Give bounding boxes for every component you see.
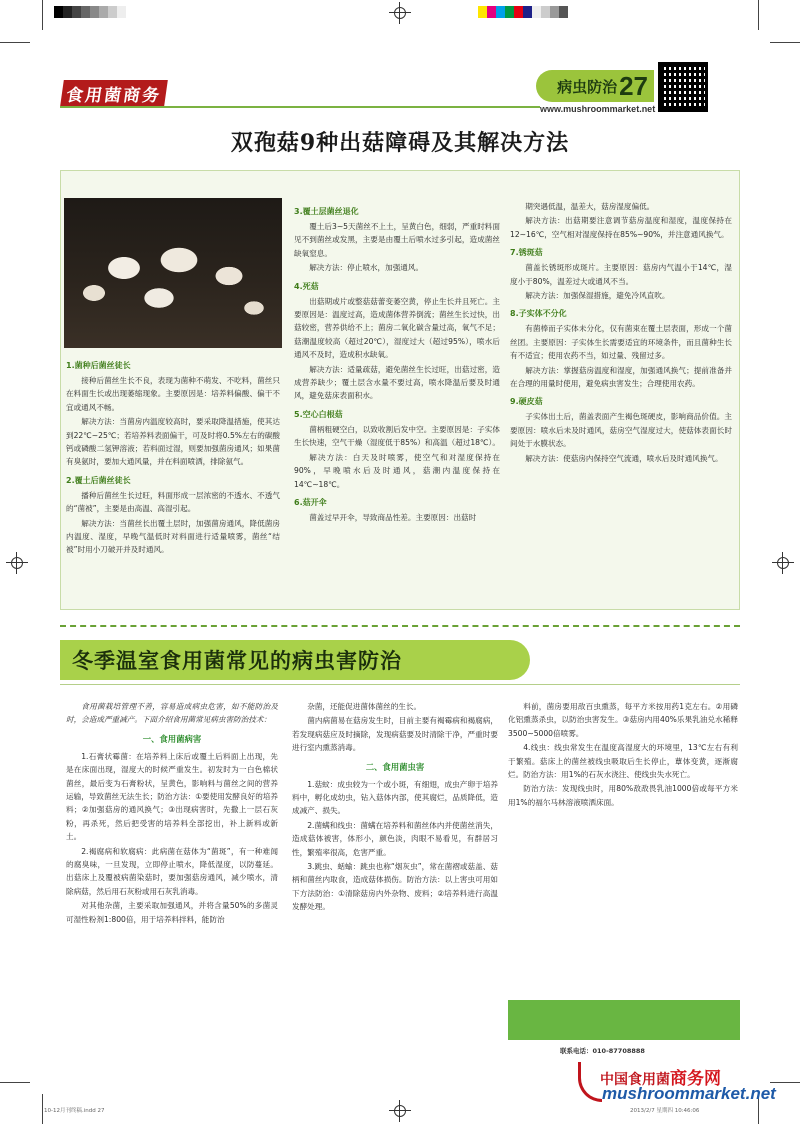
body-paragraph: 解决方法：出菇期要注意调节菇房温度和湿度，温度保持在12~16℃，空气相对湿度保持在85%~90%，并注意通风换气。 xyxy=(510,216,732,239)
registration-crosshair-icon xyxy=(772,552,794,574)
ad-placeholder-box xyxy=(508,1000,740,1040)
trim-mark xyxy=(42,0,43,30)
body-paragraph: 菌内病菌易在菇房发生时，目前主要有褐霉病和褐腐病，若发现病菇应及时摘除，发现病菇要及时清除干净，严重时要进行室内熏蒸消毒。 xyxy=(292,716,498,753)
body-paragraph: 解决方法：加强保湿措施，避免冷风直吹。 xyxy=(525,291,670,301)
body-paragraph: 1.石膏状霉菌：在培养料上床后或覆土后料面上出现，先是在床面出现，湿度大的时候严重发生。初发时为一白色棉状菌丝，最后变为石膏粉状，呈黄色，影响料与菌丝之间的营养运输，导致菌丝无法生长；防治方法：①要使用发酵良好的培养料；②加强菇房的通风换气；③出现病害时，先撒上一层石灰粉，再杀死，然后把受害的培养料全部挖出，补上新料或新土。 xyxy=(66,751,278,842)
body-paragraph: 解决方法：当菌房内温度较高时，要采取降温措施，使其达到22℃~25℃；若培养料表面偏干，可及时将0.5%左右的碳酸钙或磷酸二氢钾溶液；若料面过湿，则要加强菌房通风；如果菌有臭氨时，要加大通风量，并在料面喷洒，排除氨气。 xyxy=(66,417,280,467)
article2-rule xyxy=(60,684,740,685)
article1-column-2 xyxy=(294,200,500,525)
qr-caption xyxy=(710,62,740,112)
body-paragraph: 解决方法：使菇房内保持空气流通，喷水后及时通风换气。 xyxy=(525,453,723,463)
body-paragraph: 1.菇蚊：成虫较为一个或小斑，有细翅，成虫产卵于培养料中，孵化成幼虫，钻入菇体内部，使其腐烂，品质降低，造成减产、损失。 xyxy=(292,779,498,816)
footer-brand-prefix: 中国食用菌 xyxy=(600,1072,670,1088)
body-paragraph: 解决方法：当菌丝长出覆土层时，加强菌房通风，降低菌房内温度、湿度，早晚气温低时对料面进行适量喷雾，菌丝“结被”时用小刀破开并及时通风。 xyxy=(66,518,280,555)
slug-left: 10-12月刊终稿.indd 27 xyxy=(44,1108,105,1114)
body-paragraph: 解决方法：适量疏菇，避免菌丝生长过旺，出菇过密，造成营养缺少；覆土层含水量不要过高，喷水降温后要及时通风，避免菇床表面积水。 xyxy=(294,364,500,401)
section-heading: 4.死菇 xyxy=(294,281,319,291)
body-paragraph: 料前，菌房要用敌百虫熏蒸，每平方米按用药1克左右。②用磷化铝熏蒸杀虫，以防治虫害发生。③菇房内用40%乐果乳油兑水稀释3500~5000倍喷雾。 xyxy=(508,702,738,738)
section-heading: 2.覆土后菌丝徒长 xyxy=(66,475,131,485)
article1-column-3 xyxy=(510,200,732,466)
registration-crosshair-icon xyxy=(389,1100,411,1122)
body-paragraph: 对其他杂菌，主要采取加强通风，并将含量50%的多菌灵可湿性粉剂1:800倍，用于培养料拌料，能防治 xyxy=(66,901,278,924)
contact-phone: 联系电话：010-87708888 xyxy=(560,1047,645,1055)
trim-mark xyxy=(0,42,30,43)
trim-mark xyxy=(770,1082,800,1083)
slug-right: 2013/2/7 星期四 10:46:06 xyxy=(630,1108,700,1114)
article2-column-2 xyxy=(292,700,498,915)
article2-intro: 食用菌栽培管理不善，容易造成病虫危害，如不能防治及时，会造成严重减产。下面介绍食用菌常见病虫害防治技术： xyxy=(66,702,278,725)
page-number: 27 xyxy=(619,70,648,101)
body-paragraph: 覆土后3~5天菌丝不上土，呈黄白色，细弱，严重时料面见不到菌丝或发黑，主要是由覆土后喷水过多引起，造成菌丝缺氧窒息。 xyxy=(294,222,500,258)
article2-title-band xyxy=(60,640,530,680)
section-heading: 9.硬皮菇 xyxy=(510,397,543,407)
brand-swoosh-icon xyxy=(578,1062,602,1102)
article2-column-1 xyxy=(66,700,278,927)
footer-brand-suffix: 商务网 xyxy=(670,1069,721,1089)
body-paragraph: 子实体出土后，菌盖表面产生褐色斑硬皮，影响商品价值。主要原因：喷水后未及时通风，菇房空气湿度过大，使菇体表面长时间处于水膜状态。 xyxy=(510,412,732,449)
site-url[interactable]: www.mushroommarket.net xyxy=(540,104,656,114)
body-paragraph: 播种后菌丝生长过旺，料面形成一层浓密的不透水、不透气的“菌被”，主要是由高温、高湿引起。 xyxy=(66,490,280,514)
article2-column-3 xyxy=(508,700,738,810)
body-paragraph: 杂菌，还能促进菌体菌丝的生长。 xyxy=(307,702,422,711)
article2-title: 冬季温室食用菌常见的病虫害防治 xyxy=(72,648,402,673)
body-paragraph: 菌柄粗硬空白，以致收割后发中空。主要原因是：子实体生长快速，空气干燥（湿度低于85%）和高温（超过18℃）。 xyxy=(294,424,500,448)
body-paragraph: 菌盖长锈斑形成斑片。主要原因：菇房内气温小于14℃，湿度小于80%，温差过大或通风不当。 xyxy=(510,263,732,286)
section-heading: 二、食用菌虫害 xyxy=(365,761,425,772)
body-paragraph: 菌盖过早开伞，导致商品性差。主要原因：出菇时 xyxy=(309,512,477,522)
body-paragraph: 解决方法：掌握菇房温度和湿度，加强通风换气；提前准备并在合理的用量时使用，避免病虫害发生；合理使用农药。 xyxy=(510,365,732,389)
body-paragraph: 期突遇低温，温差大，菇房湿度偏低。 xyxy=(525,202,655,211)
body-paragraph: 接种后菌丝生长不良，表现为菌种不萌发、不吃料，菌丝只在料面生长或出现萎缩现象。主要原因是：培养料偏酸、偏干不宜或通风不畅。 xyxy=(66,376,280,412)
trim-mark xyxy=(42,1094,43,1124)
section-heading: 7.锈斑菇 xyxy=(510,248,543,258)
article1-column-1 xyxy=(66,354,280,558)
section-divider xyxy=(60,625,740,627)
section-heading: 一、食用菌病害 xyxy=(142,733,202,744)
section-heading: 1.菌种后菌丝徒长 xyxy=(66,361,131,370)
body-paragraph: 有菌棒而子实体未分化，仅有菌束在覆土层表面，形成一个菌丝团。主要原因：子实体生长需要适宜的环境条件，而且菌种生长有不适宜；使用农药不当，如过量、残留过多。 xyxy=(510,324,732,361)
section-heading: 8.子实体不分化 xyxy=(510,309,567,319)
magazine-logo: 食用菌商务 xyxy=(60,80,168,106)
body-paragraph: 解决方法：停止喷水，加强通风。 xyxy=(309,263,424,273)
header-rule xyxy=(60,106,540,108)
trim-mark xyxy=(770,42,800,43)
registration-crosshair-icon xyxy=(6,552,28,574)
qr-code-icon xyxy=(658,62,708,112)
section-heading: 6.菇开伞 xyxy=(294,497,327,507)
color-registration-bar-right xyxy=(478,6,568,18)
section-heading: 5.空心白根菇 xyxy=(294,409,343,419)
mushroom-photo xyxy=(64,198,282,348)
trim-mark xyxy=(0,1082,30,1083)
body-paragraph: 防治方法：发现线虫时，用80%敌敌畏乳油1000倍或每平方米用1%的福尔马林溶液喷洒床面。 xyxy=(508,784,738,807)
body-paragraph: 4.线虫：线虫常发生在温度高湿度大的环境里，13℃左右有利于繁殖。菇床上的菌丝被线虫吸取后生长停止，蕈体变黄，逐渐腐烂。防治方法：用1%的石灰水浇注、使线虫失水死亡。 xyxy=(508,743,738,780)
trim-mark xyxy=(758,0,759,30)
body-paragraph: 2.菌螨和线虫：菌螨在培养料和菌丝体内并使菌丝消失，造成菇体被害，体形小，颜色淡，肉眼不易看见，有群居习性，繁殖率很高，危害严重。 xyxy=(292,820,498,857)
article1-title: 双孢菇9种出菇障碍及其解决方法 xyxy=(230,130,570,156)
body-paragraph: 2.褐腐病和软腐病：此病菌在菇体为“菌斑”，有一种难闻的腐臭味，一旦发现，立即停止喷水，降低湿度，以防蔓延。出菇床上及覆被病菌染菇时，要加强菇房通风，减少喷水，清除病菇，然后用石灰粉或用石灰乳消毒。 xyxy=(66,846,278,896)
color-registration-bar-left xyxy=(54,6,126,18)
registration-crosshair-icon xyxy=(389,2,411,24)
body-paragraph: 出菇期或片或整菇菇蕾变萎空黄，停止生长并且死亡。主要原因是：温度过高，造成菌体营养倒流；菌丝生长过快，出菇较密，营养供给不上；菌房二氧化碳含量过高，氧气不足；菇潮温度较高（超过20℃），湿度过大（超过95%），喷水后通风不及时，造成积水缺氧。 xyxy=(294,296,500,360)
section-name: 病虫防治 xyxy=(557,77,618,96)
footer-brand-url[interactable]: mushroommarket.net xyxy=(602,1084,776,1103)
section-heading: 3.覆土层菌丝退化 xyxy=(294,207,359,216)
section-tab xyxy=(536,70,654,102)
body-paragraph: 3.跳虫、蛞蝓：跳虫也称“烟灰虫”，常在菌褶或菇盖、菇柄和菌丝内取食，造成菇体损伤。防治方法：以上害虫可用如下方法防治：①清除菇房内外杂物、废料；②培养料进行高温发酵处理。 xyxy=(292,862,498,912)
body-paragraph: 解决方法：白天及时喷雾，使空气和对湿度保持在90%，早晚喷水后及时通风，菇潮内温度保持在14℃~18℃。 xyxy=(294,452,500,489)
